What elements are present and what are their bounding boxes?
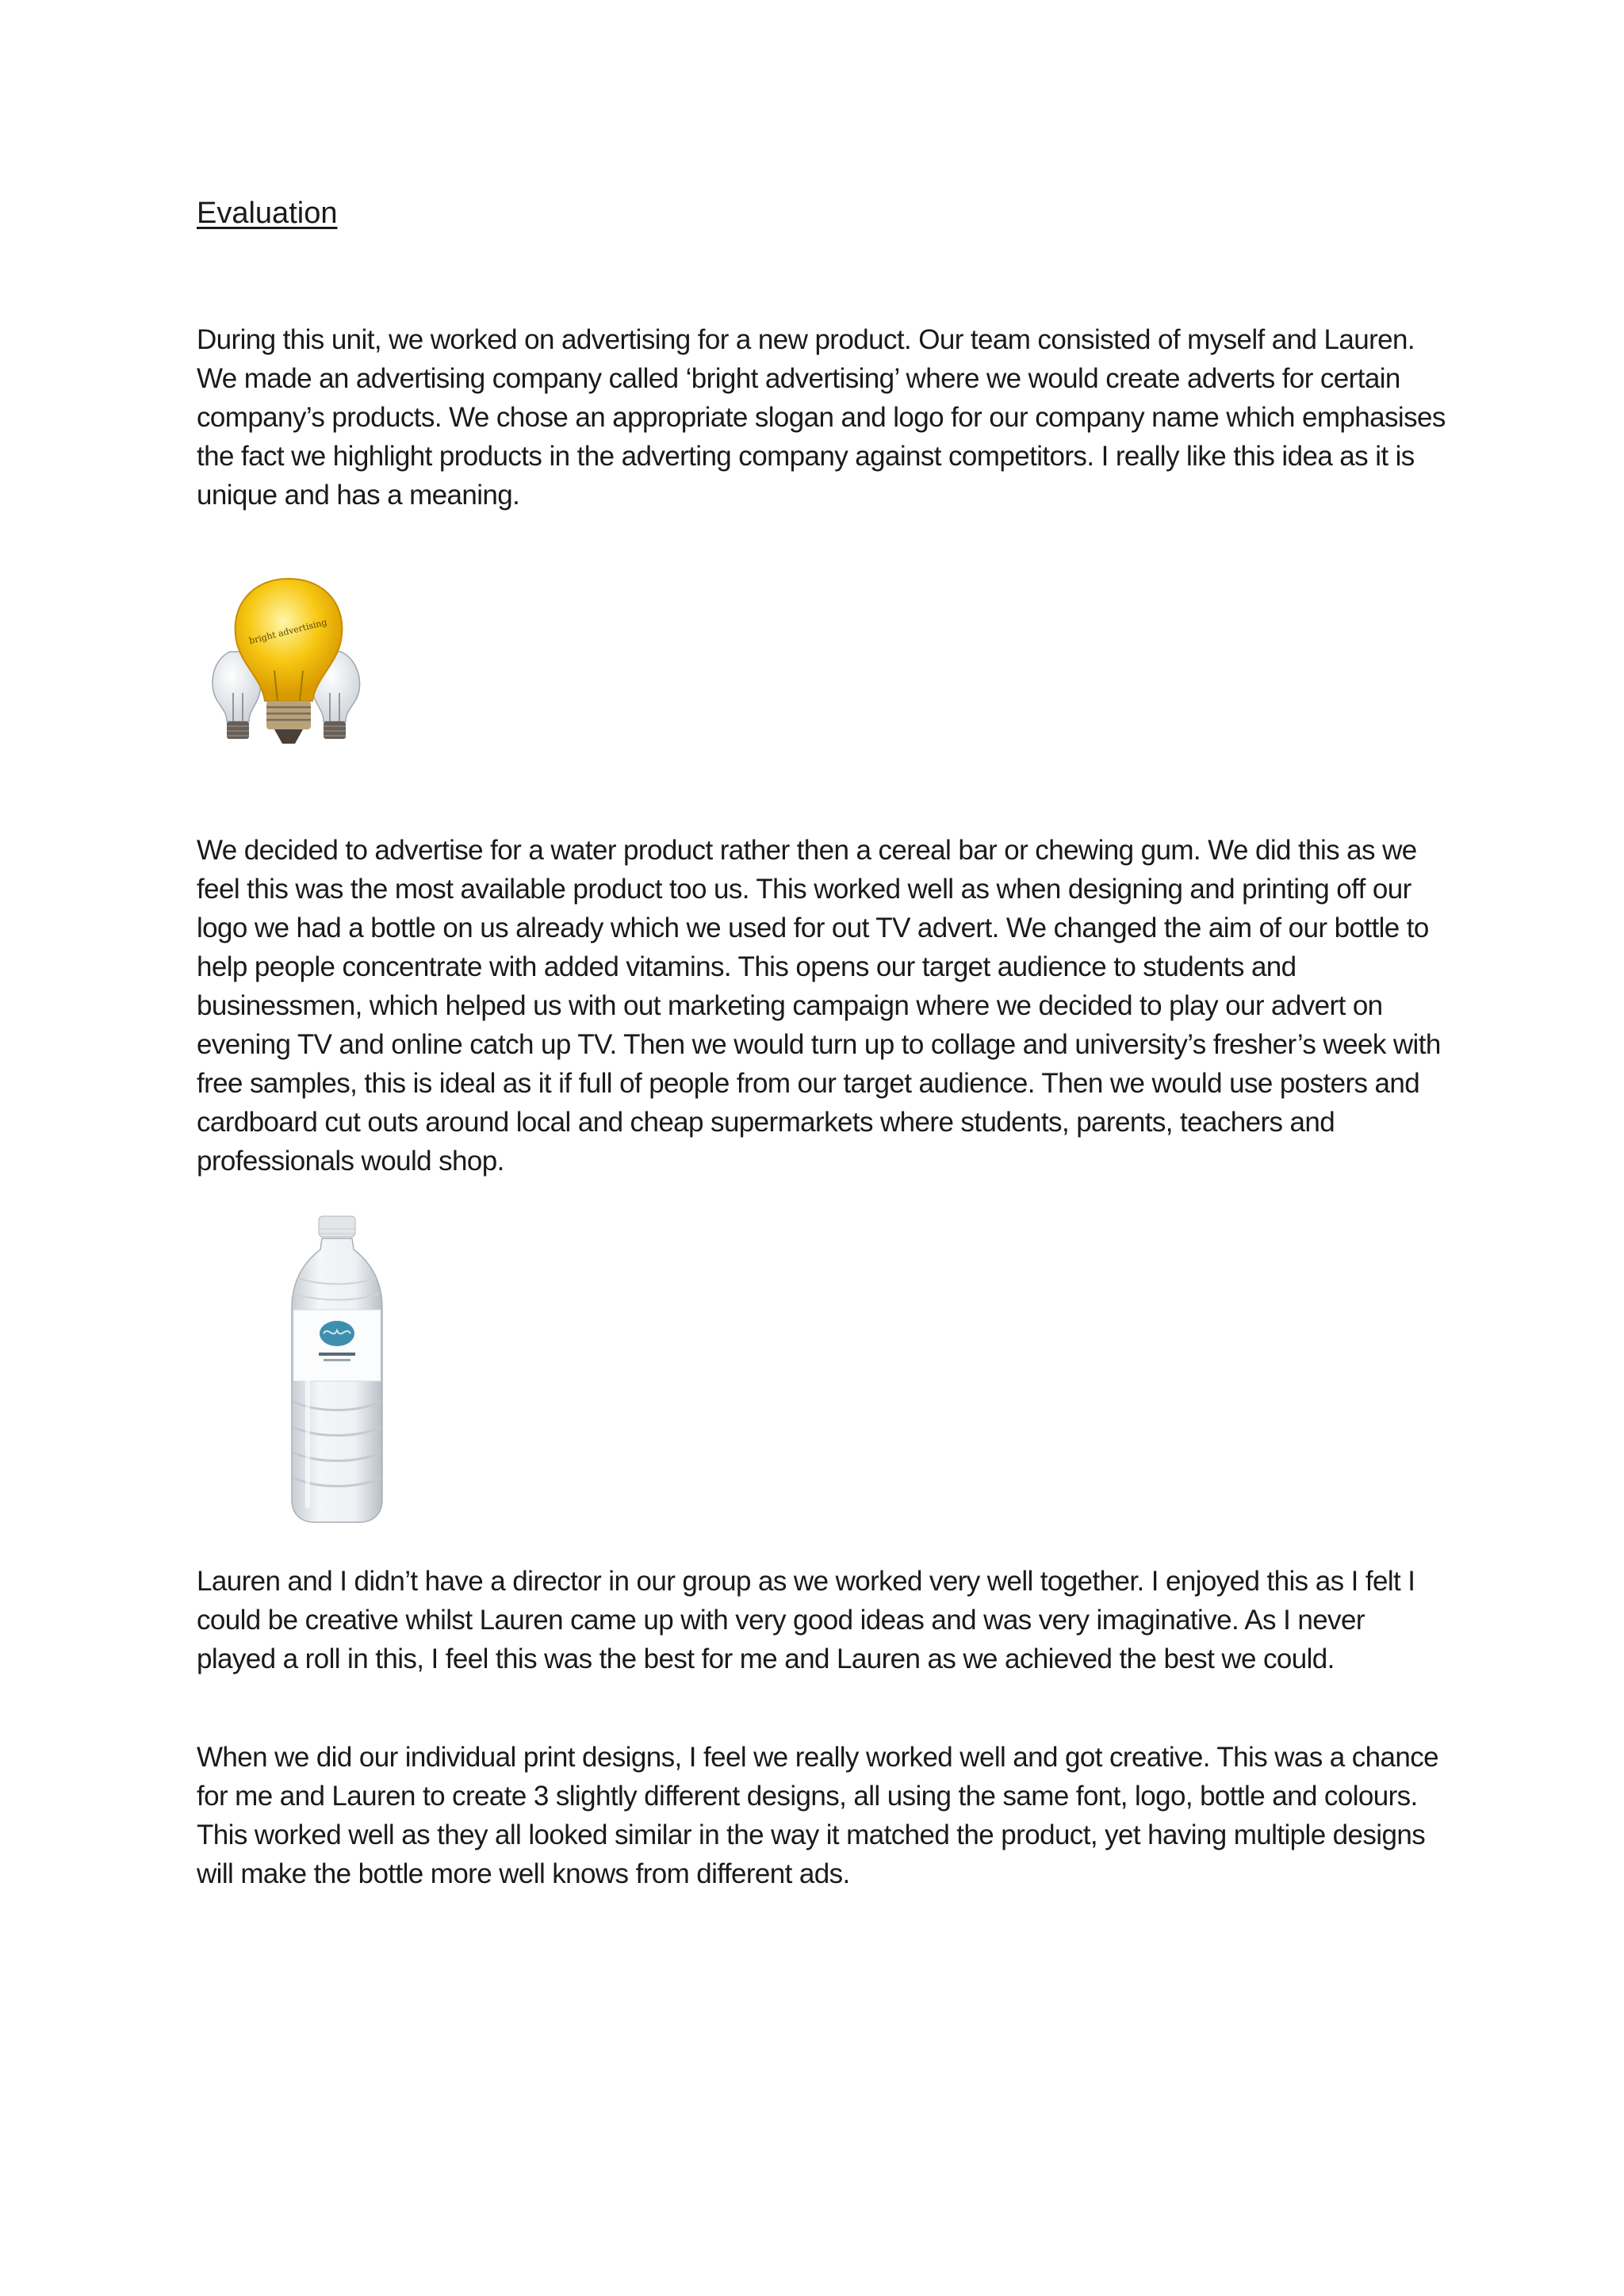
paragraph-product: We decided to advertise for a water product rather then a cereal bar or chewing gum. We did this as we feel this was the most available product too us. This worked well as when designing and printing off our logo we had a bottle on us already which we used for out TV advert. We changed the aim of our bottle to help people concentrate with added vitamins. This opens our target audience to students and businessmen, which helped us with out marketing campaign where we decided to play our advert on evening TV and online catch up TV. Then we would turn up to collage and university’s fresher’s week with free samples, this is ideal as it if full of people from our target audience. Then we would use posters and cardboard cut outs around local and cheap supermarkets where students, parents, teachers and professionals would shop.: [197, 835, 1441, 1177]
paragraph-intro: During this unit, we worked on advertising for a new product. Our team consisted of myself and Lauren. We made an advertising company called ‘bright advertising’ where we would create adverts for certain company’s products. We chose an appropriate slogan and logo for our company name which emphasises the fact we highlight products in the adverting company against competitors. I really like this idea as it is unique and has a meaning.: [197, 324, 1446, 511]
paragraph-teamwork: Lauren and I didn’t have a director in our group as we worked very well together. I enjoyed this as I felt I could be creative whilst Lauren came up with very good ideas and was very imaginative. As I never played a roll in this, I feel this was the best for me and Lauren as we achieved the best we could.: [197, 1566, 1415, 1674]
lightbulb-logo-image: [201, 574, 381, 758]
brain-logo-icon: [320, 1321, 354, 1346]
page-heading: Evaluation: [197, 197, 338, 230]
water-bottle-image: [281, 1215, 393, 1525]
logo-text: bright advertising: [247, 617, 328, 647]
paragraph-print-designs: When we did our individual print designs, I feel we really worked well and got creative. This was a chance for me and Lauren to create 3 slightly different designs, all using the same font, logo, bottle and colours. This worked well as they all looked similar in the way it matched the product, yet having multiple designs will make the bottle more well knows from different ads.: [197, 1742, 1439, 1889]
